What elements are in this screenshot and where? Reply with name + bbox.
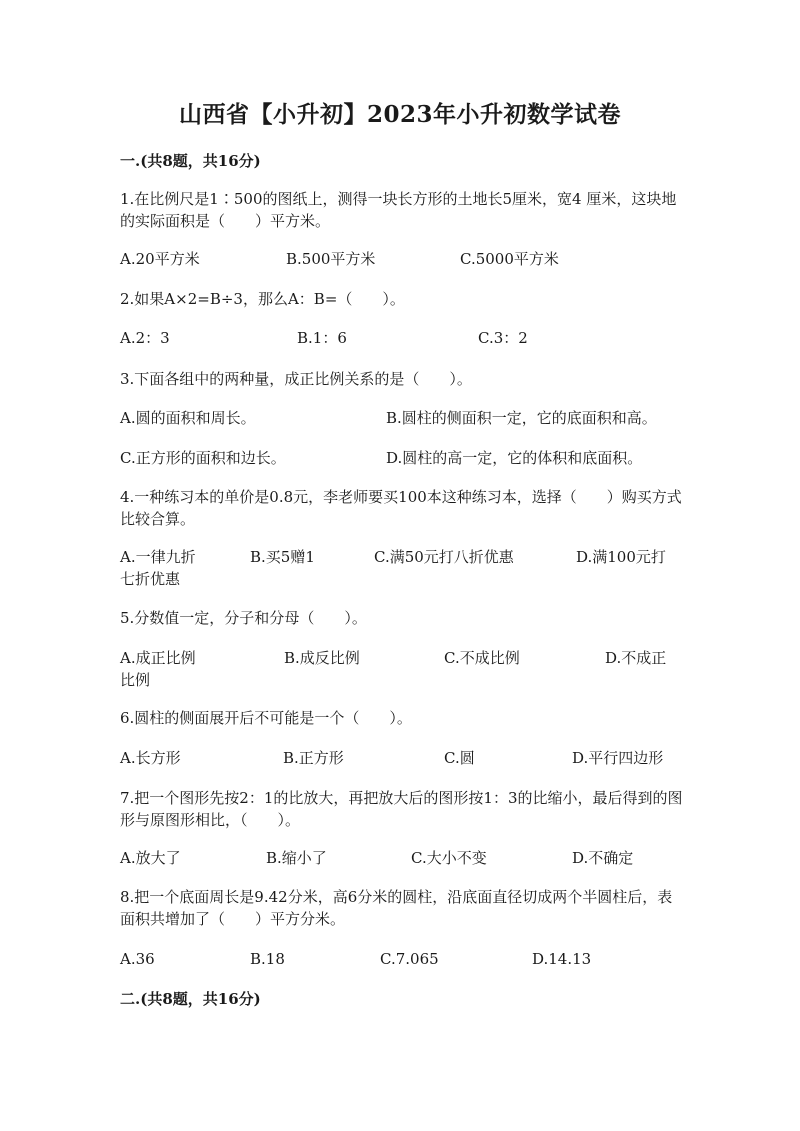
option-a[interactable]: A.圆的面积和周长。: [120, 409, 256, 427]
option-b[interactable]: B.缩小了: [266, 849, 327, 867]
question-text: 8.把一个底面周长是9.42分米，高6分米的圆柱，沿底面直径切成两个半圆柱后，表面积共增加了（ ）平方分米。: [120, 888, 673, 928]
section-heading: 二.(共8题，共16分): [120, 990, 261, 1008]
question-text: 2.如果A×2=B÷3，那么A：B=（ ）。: [120, 290, 405, 308]
option-a[interactable]: A.36: [120, 950, 155, 968]
section-heading: 一.(共8题，共16分): [120, 152, 261, 170]
option-c[interactable]: C.7.065: [380, 950, 439, 968]
option-b[interactable]: B.18: [250, 950, 285, 968]
option-d[interactable]: D.不成正比例: [120, 649, 667, 689]
option-b[interactable]: B.1：6: [297, 329, 347, 347]
option-d[interactable]: D.14.13: [532, 950, 592, 968]
question-text: 7.把一个图形先按2：1的比放大，再把放大后的图形按1：3的比缩小，最后得到的图形与原图形相比，（ ）。: [120, 789, 683, 829]
question-text: 4.一种练习本的单价是0.8元，李老师要买100本这种练习本，选择（ ）购买方式比较合算。: [120, 488, 682, 528]
option-c[interactable]: C.圆: [444, 749, 475, 767]
option-a[interactable]: A.一律九折: [120, 548, 196, 566]
question-text: 1.在比例尺是1∶500的图纸上，测得一块长方形的土地长5厘米，宽4 厘米，这块地的实际面积是（ ）平方米。: [120, 190, 677, 230]
question-text: 5.分数值一定，分子和分母（ ）。: [120, 609, 367, 627]
option-c[interactable]: C.正方形的面积和边长。: [120, 449, 286, 467]
option-a[interactable]: A.20平方米: [120, 250, 200, 268]
option-d[interactable]: D.圆柱的高一定，它的体积和底面积。: [386, 449, 643, 467]
option-b[interactable]: B.成反比例: [284, 649, 360, 667]
question-text: 3.下面各组中的两种量，成正比例关系的是（ ）。: [120, 370, 472, 388]
question-text: 6.圆柱的侧面展开后不可能是一个（ ）。: [120, 709, 412, 727]
option-b[interactable]: B.正方形: [283, 749, 344, 767]
option-c[interactable]: C.5000平方米: [460, 250, 559, 268]
option-c[interactable]: C.3：2: [478, 329, 528, 347]
option-c[interactable]: C.不成比例: [444, 649, 520, 667]
option-a[interactable]: A.长方形: [120, 749, 181, 767]
option-a[interactable]: A.放大了: [120, 849, 181, 867]
option-d[interactable]: D.满100元打七折优惠: [120, 548, 666, 588]
option-c[interactable]: C.大小不变: [411, 849, 487, 867]
option-a[interactable]: A.成正比例: [120, 649, 196, 667]
option-a[interactable]: A.2：3: [120, 329, 170, 347]
page-title: 山西省【小升初】2023年小升初数学试卷: [178, 101, 621, 128]
option-b[interactable]: B.500平方米: [286, 250, 376, 268]
option-b[interactable]: B.圆柱的侧面积一定，它的底面积和高。: [386, 409, 657, 427]
option-d[interactable]: D.不确定: [572, 849, 634, 867]
option-c[interactable]: C.满50元打八折优惠: [374, 548, 514, 566]
option-b[interactable]: B.买5赠1: [250, 548, 315, 566]
option-d[interactable]: D.平行四边形: [572, 749, 664, 767]
